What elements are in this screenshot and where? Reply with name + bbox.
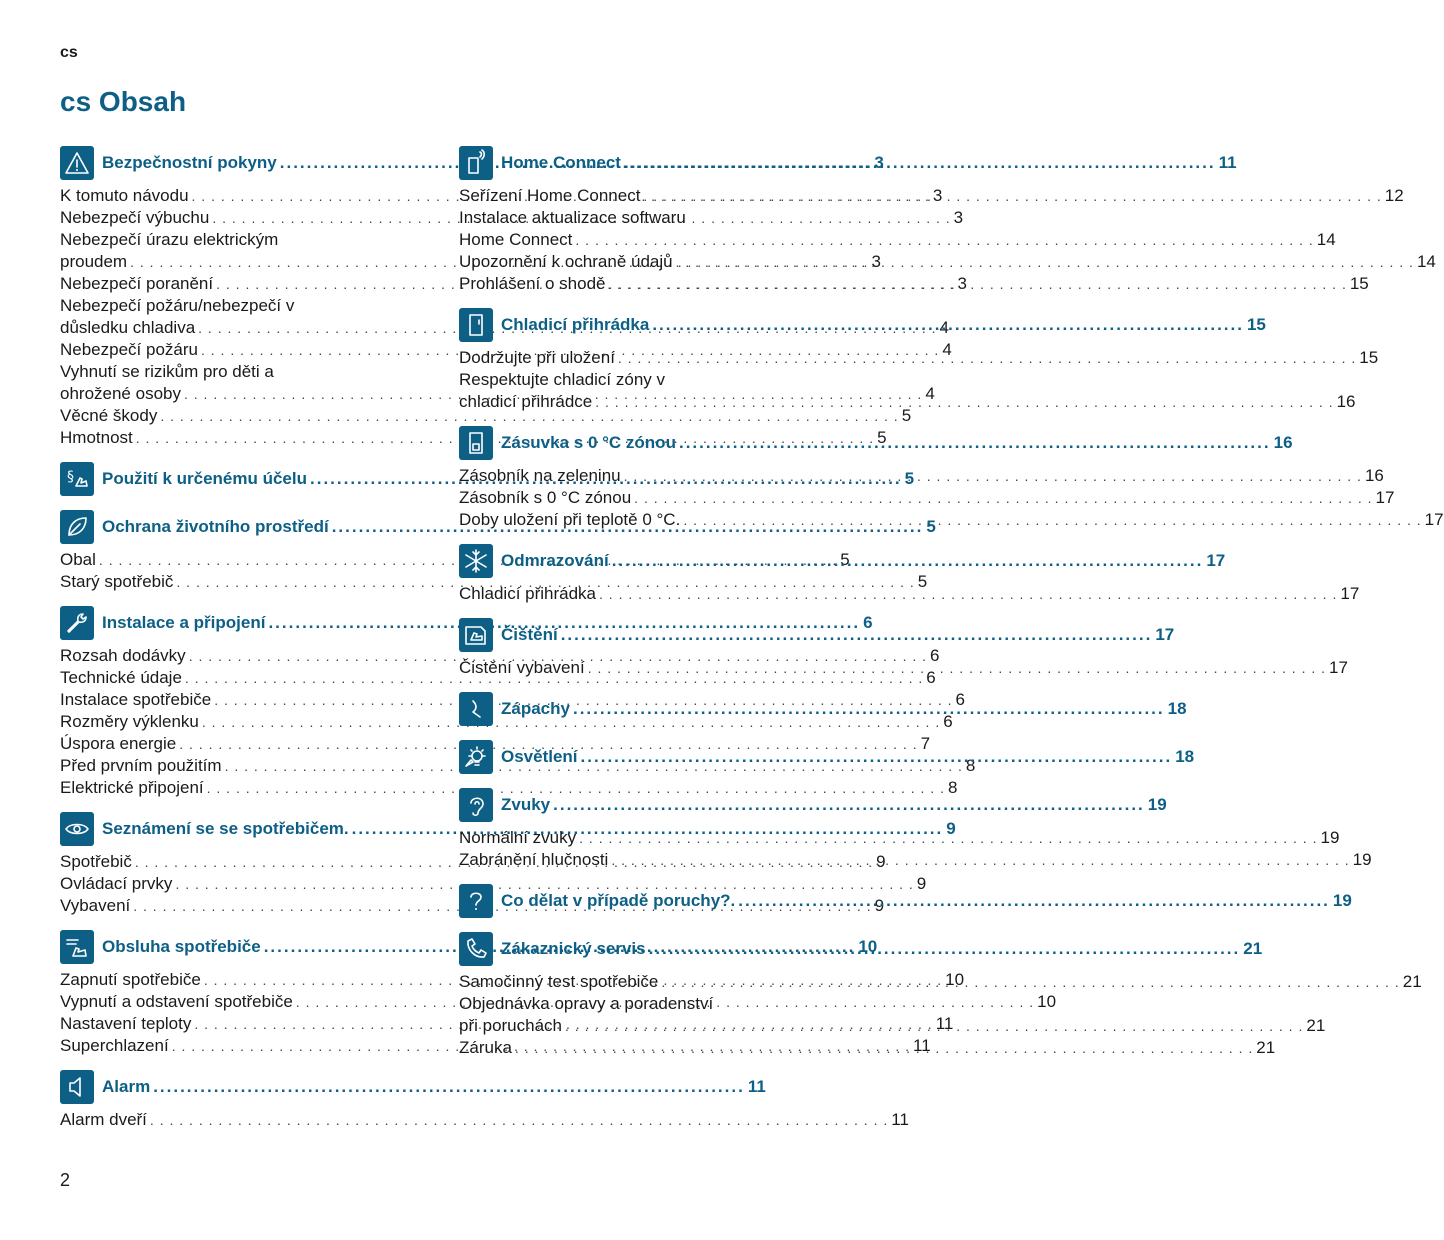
- section-page: 5: [926, 517, 936, 536]
- section-items: [459, 583, 1360, 605]
- toc-entry[interactable]: [459, 487, 1395, 509]
- section-title: Bezpečnostní pokyny: [102, 153, 277, 172]
- toc-entry-page: 6: [955, 690, 966, 709]
- toc-entry-label: Rozměry výklenku: [60, 712, 199, 731]
- toc-entry-label: Ovládací prvky: [60, 874, 173, 893]
- toc-entry-page: 11: [935, 1014, 954, 1033]
- toc-entry-page: 19: [1352, 850, 1372, 869]
- toc-entry[interactable]: [459, 657, 1348, 679]
- section-title: Seznámení se se spotřebičem.: [102, 819, 349, 838]
- toc-entry-label: Záruka: [459, 1038, 512, 1057]
- leader-dots: [624, 465, 1362, 487]
- toc-entry-label: Zásobník s 0 °C zónou: [459, 488, 632, 507]
- toc-entry-label: Superchlazení: [60, 1036, 169, 1055]
- section-heading[interactable]: [459, 145, 1237, 181]
- leader-dots: [579, 827, 1317, 849]
- toc-entry-label: Seřízení Home Connect: [459, 186, 641, 205]
- section-heading[interactable]: [459, 739, 1195, 775]
- toc-entry-label: Obal: [60, 550, 96, 569]
- language-code: cs: [60, 44, 78, 61]
- toc-entry-page: 11: [891, 1110, 909, 1129]
- section-heading[interactable]: [60, 1069, 766, 1105]
- leader-dots: [150, 1109, 888, 1131]
- leader-dots: [652, 315, 1244, 335]
- toc-entry-label: Vybavení: [60, 896, 131, 915]
- toc-entry-label: Samočinný test spotřebiče: [459, 972, 659, 991]
- toc-entry-page: 8: [947, 778, 958, 797]
- section-heading[interactable]: [459, 307, 1266, 343]
- leader-dots: [661, 971, 1399, 993]
- toc-entry-page: 16: [1364, 466, 1384, 485]
- toc-entry-page: 6: [926, 668, 936, 687]
- toc-entry-label: důsledku chladiva: [60, 318, 196, 337]
- toc-entry-label: Nebezpečí požáru: [60, 340, 198, 359]
- toc-entry[interactable]: [459, 583, 1360, 605]
- toc-entry[interactable]: [60, 405, 912, 427]
- toc-entry-label: Nebezpečí poranění: [60, 274, 214, 293]
- section-heading[interactable]: [459, 691, 1187, 727]
- leader-dots: [588, 657, 1326, 679]
- section-heading[interactable]: [459, 425, 1293, 461]
- odour-icon: [459, 692, 493, 726]
- toc-entry[interactable]: [60, 711, 953, 733]
- section-page: 15: [1246, 315, 1266, 334]
- toc-entry-page: 4: [939, 318, 949, 337]
- section-title: Zápachy: [501, 699, 570, 718]
- paragraph-hand-icon: [60, 462, 94, 496]
- toc-section: [459, 739, 1195, 775]
- toc-entry-label: chladicí přihrádce: [459, 392, 593, 411]
- section-title: Ochrana životního prostředí: [102, 517, 329, 536]
- section-title: Zákaznický servis: [501, 939, 646, 958]
- toc-entry[interactable]: [60, 733, 931, 755]
- section-title: Použití k určenému účelu: [102, 469, 307, 488]
- section-title: Chladicí přihrádka: [501, 315, 650, 334]
- section-heading[interactable]: [459, 883, 1352, 919]
- section-title: Alarm: [102, 1077, 151, 1096]
- leader-dots: [679, 433, 1271, 453]
- toc-section: [459, 617, 1348, 679]
- toc-entry-page: 9: [874, 896, 885, 915]
- toc-entry-page: 17: [1375, 488, 1395, 507]
- toc-entry[interactable]: [459, 827, 1340, 849]
- leader-dots: [683, 509, 1421, 531]
- section-title: Odmrazování: [501, 551, 609, 570]
- toc-entry-page: 7: [920, 734, 931, 753]
- toc-entry-first-line: Objednávka opravy a poradenství: [459, 994, 714, 1013]
- toc-entry-label: Nebezpečí výbuchu: [60, 208, 210, 227]
- toc-entry-page: 3: [957, 274, 967, 293]
- toc-entry[interactable]: [60, 777, 958, 799]
- toc-entry-page: 8: [965, 756, 976, 775]
- leader-dots: [643, 185, 1381, 207]
- svg-text:§: §: [67, 469, 74, 485]
- toc-entry-label: Zásobník na zeleninu: [459, 466, 621, 485]
- section-page: 5: [904, 469, 915, 488]
- toc-entry-page: 11: [913, 1036, 931, 1055]
- section-title: Home Connect: [501, 153, 621, 172]
- toc-entry-label: Čistění vybavení: [459, 658, 585, 677]
- toc-section: [459, 691, 1187, 727]
- section-page: 11: [1218, 153, 1237, 172]
- toc-entry-first-line: Respektujte chladicí zóny v: [459, 370, 665, 389]
- toc-entry[interactable]: [459, 509, 1444, 531]
- toc-entry-label: Prohlášení o shodě: [459, 274, 606, 293]
- page-title: cs Obsah: [60, 86, 187, 117]
- toc-entry-label: Vypnutí a odstavení spotřebiče: [60, 992, 293, 1011]
- section-title: Zvuky: [501, 795, 551, 814]
- toc-entry-page: 3: [953, 208, 964, 227]
- leader-dots: [553, 795, 1145, 815]
- toc-entry-label: Elektrické připojení: [60, 778, 204, 797]
- toc-entry-label: Dodržujte při uložení: [459, 348, 615, 367]
- toc-entry-label: Rozsah dodávky: [60, 646, 186, 665]
- toc-section: [459, 543, 1360, 605]
- toc-entry-label: Upozornění k ochraně údajů: [459, 252, 673, 271]
- toc-entry-page: 3: [932, 186, 943, 205]
- toc-entry[interactable]: [459, 369, 1356, 413]
- toc-entry-page: 21: [1306, 1016, 1326, 1035]
- phone-icon: [459, 932, 493, 966]
- toc-entry-page: 21: [1402, 972, 1422, 991]
- section-items: [459, 347, 1379, 413]
- toc-section: [60, 1069, 909, 1131]
- leader-dots: [581, 747, 1173, 767]
- toc-entry[interactable]: [459, 251, 1436, 273]
- toc-entry[interactable]: [60, 873, 927, 895]
- fridge-icon: [459, 308, 493, 342]
- toc-entry-page: 5: [917, 572, 928, 591]
- toc-entry-label: Alarm dveří: [60, 1110, 147, 1129]
- leader-dots: [561, 625, 1153, 645]
- leader-dots: [624, 153, 1216, 173]
- section-page: 3: [874, 153, 884, 172]
- question-icon: [459, 884, 493, 918]
- toc-entry-page: 17: [1424, 510, 1444, 529]
- toc-entry-page: 10: [945, 970, 965, 989]
- toc-entry-page: 5: [840, 550, 850, 569]
- leader-dots: [611, 849, 1349, 871]
- toc-entry-label: Chladicí přihrádka: [459, 584, 597, 603]
- toc-entry-label: Nastavení teploty: [60, 1014, 192, 1033]
- toc-entry[interactable]: [459, 849, 1372, 871]
- toc-entry-page: 16: [1336, 392, 1356, 411]
- section-page: 11: [747, 1077, 766, 1096]
- leader-dots: [612, 551, 1204, 571]
- section-items: [459, 827, 1372, 871]
- toc-entry-label: Zapnutí spotřebiče: [60, 970, 201, 989]
- bulb-icon: [459, 740, 493, 774]
- toc-entry-page: 9: [876, 852, 886, 871]
- drawer-icon: [459, 426, 493, 460]
- section-page: 18: [1175, 747, 1195, 766]
- leader-dots: [738, 891, 1330, 911]
- toc-entry-page: 6: [930, 646, 940, 665]
- toc-entry-label: proudem: [60, 252, 128, 271]
- speaker-icon: [60, 1070, 94, 1104]
- toc-entry-page: 15: [1359, 348, 1379, 367]
- toc-entry[interactable]: [60, 645, 940, 667]
- toc-entry-label: Úspora energie: [60, 734, 177, 753]
- section-heading[interactable]: [459, 617, 1175, 653]
- toc-entry-page: 4: [942, 340, 952, 359]
- toc-entry-label: Doby uložení při teplotě 0 °C.: [459, 510, 681, 529]
- section-title: Osvětlení: [501, 747, 578, 766]
- section-page: 6: [863, 613, 873, 632]
- toc-entry-page: 5: [877, 428, 887, 447]
- toc-entry-page: 21: [1256, 1038, 1276, 1057]
- page-number: 2: [60, 1170, 71, 1190]
- toc-entry-label: Home Connect: [459, 230, 573, 249]
- section-page: 17: [1155, 625, 1175, 644]
- toc-section: [459, 883, 1352, 919]
- leader-dots: [515, 1037, 1253, 1059]
- toc-entry-label: Instalace spotřebiče: [60, 690, 212, 709]
- leader-dots: [573, 699, 1165, 719]
- cleaning-icon: [459, 618, 493, 652]
- toc-entry[interactable]: [459, 185, 1404, 207]
- leader-dots: [676, 251, 1414, 273]
- toc-entry[interactable]: [60, 571, 928, 593]
- section-title: Čištění: [501, 625, 558, 644]
- leader-dots: [618, 347, 1356, 369]
- section-title: Instalace a připojení: [102, 613, 266, 632]
- toc-entry-label: Normální zvuky: [459, 828, 577, 847]
- wrench-icon: [60, 606, 94, 640]
- section-page: 19: [1147, 795, 1167, 814]
- leader-dots: [609, 273, 1347, 295]
- toc-entry-label: K tomuto návodu: [60, 186, 189, 205]
- toc-entry[interactable]: [459, 347, 1379, 369]
- section-title: Obsluha spotřebiče: [102, 937, 261, 956]
- section-heading[interactable]: [459, 543, 1226, 579]
- hand-operation-icon: [60, 930, 94, 964]
- toc-entry[interactable]: [459, 465, 1384, 487]
- toc-entry-page: 17: [1329, 658, 1348, 677]
- toc-section: [459, 787, 1372, 871]
- eye-icon: [60, 812, 94, 846]
- section-page: 10: [858, 937, 878, 956]
- leader-dots: [575, 229, 1313, 251]
- toc-entry[interactable]: [60, 1109, 909, 1131]
- toc-entry-label: Technické údaje: [60, 668, 182, 687]
- toc-entry-first-line: Nebezpečí úrazu elektrickým: [60, 230, 279, 249]
- toc-entry-page: 5: [901, 406, 912, 425]
- toc-entry-label: při poruchách: [459, 1016, 563, 1035]
- toc-entry-page: 10: [1037, 992, 1057, 1011]
- toc-entry-page: 9: [916, 874, 927, 893]
- toc-entry-label: Věcné škody: [60, 406, 158, 425]
- toc-entry-page: 14: [1316, 230, 1336, 249]
- toc-entry-page: 14: [1416, 252, 1436, 271]
- toc-entry-page: 6: [943, 712, 953, 731]
- section-items: [60, 1109, 909, 1131]
- section-page: 21: [1243, 939, 1263, 958]
- section-heading[interactable]: [459, 787, 1167, 823]
- toc-entry-first-line: Nebezpečí požáru/nebezpečí v: [60, 296, 295, 315]
- leader-dots: [153, 1077, 745, 1097]
- toc-section: [459, 425, 1444, 531]
- section-page: 16: [1273, 433, 1293, 452]
- toc-entry-page: 19: [1320, 828, 1340, 847]
- toc-entry-page: 15: [1349, 274, 1369, 293]
- toc-section: [459, 307, 1379, 413]
- toc-entry-page: 4: [925, 384, 935, 403]
- leaf-icon: [60, 510, 94, 544]
- home-connect-icon: [459, 146, 493, 180]
- section-items: [459, 657, 1348, 679]
- toc-entry[interactable]: [459, 207, 1336, 251]
- warning-icon: [60, 146, 94, 180]
- toc-entry-label: Starý spotřebič: [60, 572, 174, 591]
- toc-entry-label: Spotřebič: [60, 852, 132, 871]
- section-title: Zásuvka s 0 °C zónou: [501, 433, 676, 452]
- toc-entry-label: Před prvním použitím: [60, 756, 222, 775]
- section-page: 18: [1167, 699, 1187, 718]
- section-items: [459, 185, 1436, 295]
- section-page: 17: [1206, 551, 1226, 570]
- leader-dots: [634, 487, 1372, 509]
- snowflake-icon: [459, 544, 493, 578]
- section-title: Co dělat v případě poruchy?.: [501, 891, 736, 910]
- ear-icon: [459, 788, 493, 822]
- leader-dots: [649, 939, 1241, 959]
- toc-entry-page: 3: [871, 252, 881, 271]
- leader-dots: [595, 391, 1333, 413]
- toc-entry-first-line: Instalace aktualizace softwaru: [459, 208, 686, 227]
- toc-entry-label: Hmotnost: [60, 428, 133, 447]
- toc-entry-label: ohrožené osoby: [60, 384, 181, 403]
- toc-entry-page: 12: [1384, 186, 1404, 205]
- toc-entry[interactable]: [459, 273, 1369, 295]
- toc-entry-page: 17: [1340, 584, 1360, 603]
- toc-entry-first-line: Vyhnutí se rizikům pro děti a: [60, 362, 274, 381]
- section-page: 19: [1332, 891, 1352, 910]
- section-items: [459, 465, 1444, 531]
- toc-section: [459, 145, 1436, 295]
- leader-dots: [599, 583, 1337, 605]
- section-page: 9: [946, 819, 956, 838]
- toc-entry-label: Zabránění hlučnosti: [459, 850, 609, 869]
- leader-dots: [565, 1015, 1303, 1037]
